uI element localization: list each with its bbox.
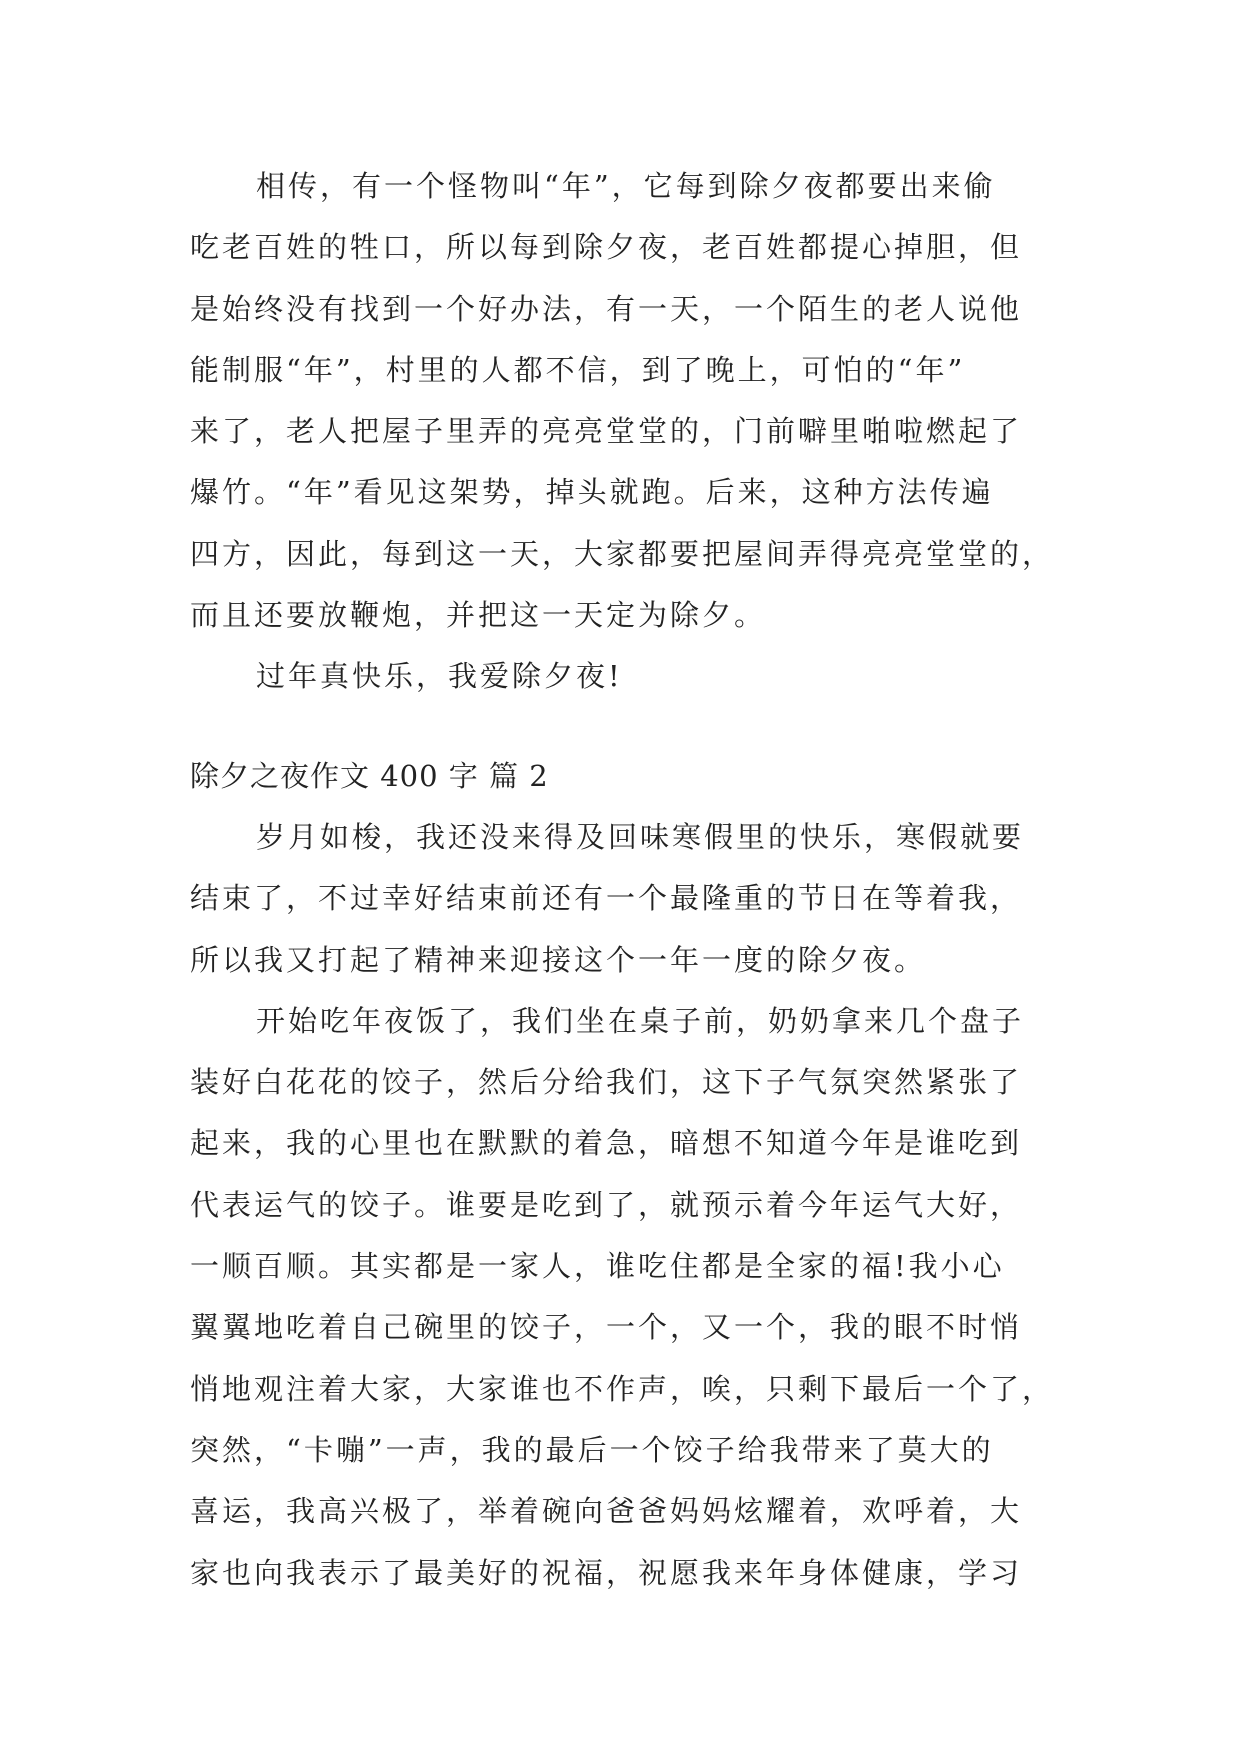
section-spacer xyxy=(190,708,1060,746)
text-line: 过年真快乐，我爱除夕夜! xyxy=(256,659,623,694)
text-line: 翼翼地吃着自己碗里的饺子，一个，又一个，我的眼不时悄 xyxy=(190,1310,1023,1345)
text-line: 突然，“卡嘣”一声，我的最后一个饺子给我带来了莫大的 xyxy=(190,1432,994,1467)
text-line: 爆竹。“年”看见这架势，掉头就跑。后来，这种方法传遍 xyxy=(190,475,994,510)
text-line: 一顺百顺。其实都是一家人，谁吃住都是全家的福!我小心 xyxy=(190,1249,1005,1284)
text-line: 家也向我表示了最美好的祝福，祝愿我来年身体健康，学习 xyxy=(190,1555,1023,1590)
text-line: 能制服“年”，村里的人都不信，到了晚上，可怕的“年” xyxy=(190,352,966,387)
paragraph-closing-line xyxy=(190,646,1060,707)
section-heading: 除夕之夜作文 400 字 篇 2 xyxy=(190,758,549,793)
text-line: 岁月如梭，我还没来得及回味寒假里的快乐，寒假就要 xyxy=(256,819,1025,854)
text-line: 是始终没有找到一个好办法，有一天，一个陌生的老人说他 xyxy=(190,291,1023,326)
text-line: 所以我又打起了精神来迎接这个一年一度的除夕夜。 xyxy=(190,942,927,977)
text-line: 装好白花花的饺子，然后分给我们，这下子气氛突然紧张了 xyxy=(190,1065,1023,1100)
text-line: 起来，我的心里也在默默的着急，暗想不知道今年是谁吃到 xyxy=(190,1126,1023,1161)
paragraph-dumplings xyxy=(190,991,1060,1604)
text-line: 四方，因此，每到这一天，大家都要把屋间弄得亮亮堂堂的， xyxy=(190,536,1055,571)
text-line: 悄地观注着大家，大家谁也不作声，唉，只剩下最后一个了， xyxy=(190,1371,1055,1406)
document-body xyxy=(190,156,1060,1604)
text-line: 开始吃年夜饭了，我们坐在桌子前，奶奶拿来几个盘子 xyxy=(256,1003,1025,1038)
text-line: 而且还要放鞭炮，并把这一天定为除夕。 xyxy=(190,598,767,633)
text-line: 喜运，我高兴极了，举着碗向爸爸妈妈炫耀着，欢呼着，大 xyxy=(190,1494,1023,1529)
text-line: 来了，老人把屋子里弄的亮亮堂堂的，门前噼里啪啦燃起了 xyxy=(190,414,1023,449)
paragraph-time-flies xyxy=(190,807,1060,991)
text-line: 代表运气的饺子。谁要是吃到了，就预示着今年运气大好， xyxy=(190,1187,1023,1222)
paragraph-legend-of-nian xyxy=(190,156,1060,646)
text-line: 相传，有一个怪物叫“年”，它每到除夕夜都要出来偷 xyxy=(256,169,996,203)
text-line: 结束了，不过幸好结束前还有一个最隆重的节日在等着我， xyxy=(190,881,1023,916)
text-line: 吃老百姓的牲口，所以每到除夕夜，老百姓都提心掉胆，但 xyxy=(190,230,1023,265)
